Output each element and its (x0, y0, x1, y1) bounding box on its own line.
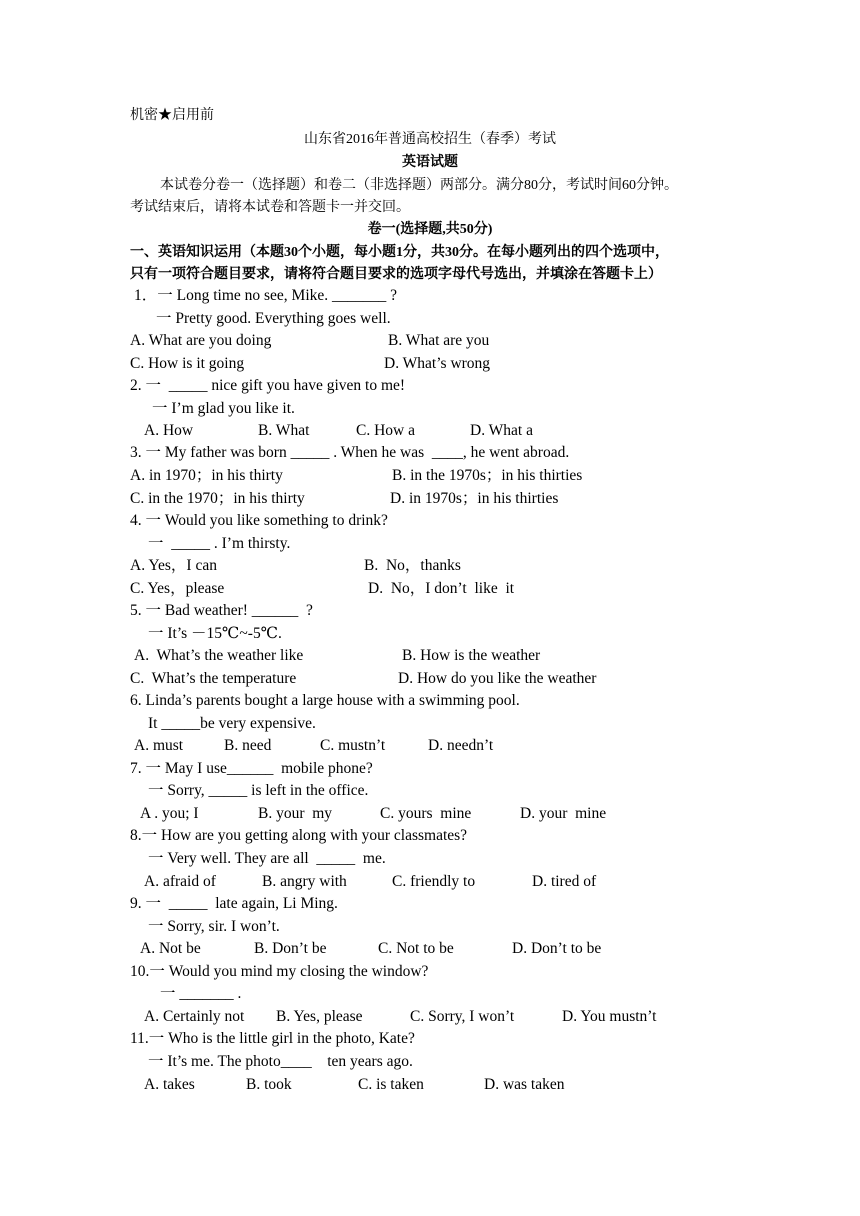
q11-option-d: D. was taken (484, 1076, 565, 1093)
q2-option-d: D. What a (470, 422, 533, 439)
q9-option-a: A. Not be (140, 940, 201, 957)
section1-instruction-1: 一、英语知识运用（本题30个小题，每小题1分，共30分。在每小题列出的四个选项中， (130, 245, 669, 260)
q5-option-a: A. What’s the weather like (134, 647, 304, 664)
q5-option-d: D. How do you like the weather (398, 670, 597, 687)
q7-option-b: B. your my (258, 805, 333, 822)
q6-option-a: A. must (134, 737, 184, 754)
q4-option-b: B. No，thanks (364, 557, 461, 574)
question-8-reply: 一 Very well. They are all _____ me. (148, 850, 386, 867)
q6-option-b: B. need (224, 737, 272, 754)
q6-option-c: C. mustn’t (320, 737, 386, 754)
q10-option-c: C. Sorry, I won’t (410, 1008, 515, 1025)
q3-option-d: D. in 1970s；in his thirties (390, 490, 559, 507)
question-4-reply: 一 _____ . I’m thirsty. (148, 535, 291, 552)
q8-option-c: C. friendly to (392, 873, 476, 890)
question-3: 3. 一 My father was born _____ . When he was ____, he went abroad. (130, 444, 570, 461)
question-11-reply: 一 It’s me. The photo____ ten years ago. (148, 1053, 413, 1070)
subject-title: 英语试题 (402, 155, 458, 170)
q8-option-a: A. afraid of (144, 873, 216, 890)
exam-title: 山东省2016年普通高校招生（春季）考试 (304, 132, 556, 147)
q5-option-b: B. How is the weather (402, 647, 541, 664)
q11-option-a: A. takes (144, 1076, 195, 1093)
question-1-reply: 一 Pretty good. Everything goes well. (156, 310, 391, 327)
question-10-reply: 一 _______ . (160, 985, 242, 1002)
question-9-reply: 一 Sorry, sir. I won’t. (148, 918, 280, 935)
question-8: 8.一 How are you getting along with your classmates? (130, 827, 468, 844)
q8-option-b: B. angry with (262, 873, 347, 890)
q7-option-c: C. yours mine (380, 805, 472, 822)
q8-option-d: D. tired of (532, 873, 597, 890)
q11-option-b: B. took (246, 1076, 292, 1093)
question-7: 7. 一 May I use______ mobile phone? (130, 760, 373, 777)
question-10: 10.一 Would you mind my closing the window? (130, 963, 429, 980)
question-5-reply: 一 It’s －15℃~-5℃. (148, 625, 282, 642)
q3-option-c: C. in the 1970；in his thirty (130, 490, 305, 507)
part1-title: 卷一(选择题,共50分) (367, 222, 493, 237)
q9-option-b: B. Don’t be (254, 940, 327, 957)
q7-option-d: D. your mine (520, 805, 607, 822)
question-2: 2. 一 _____ nice gift you have given to me! (130, 377, 406, 394)
q9-option-d: D. Don’t to be (512, 940, 602, 957)
q2-option-b: B. What (258, 422, 310, 439)
q4-option-c: C. Yes，please (130, 580, 225, 597)
intro-line-1: 本试卷分卷一（选择题）和卷二（非选择题）两部分。满分80分，考试时间60分钟。 (160, 178, 678, 193)
q10-option-b: B. Yes, please (276, 1008, 363, 1025)
q5-option-c: C. What’s the temperature (130, 670, 297, 687)
q1-option-c: C. How is it going (130, 355, 245, 372)
question-4: 4. 一 Would you like something to drink? (130, 512, 388, 529)
q2-option-a: A. How (144, 422, 194, 439)
q2-option-c: C. How a (356, 422, 415, 439)
question-2-reply: 一 I’m glad you like it. (152, 400, 295, 417)
q3-option-a: A. in 1970；in his thirty (130, 467, 283, 484)
q10-option-a: A. Certainly not (144, 1008, 245, 1025)
q1-option-a: A. What are you doing (130, 332, 272, 349)
q9-option-c: C. Not to be (378, 940, 454, 957)
q4-option-a: A. Yes，I can (130, 557, 217, 574)
q3-option-b: B. in the 1970s；in his thirties (392, 467, 583, 484)
q6-option-d: D. needn’t (428, 737, 494, 754)
intro-line-2: 考试结束后，请将本试卷和答题卡一并交回。 (130, 200, 410, 215)
question-9: 9. 一 _____ late again, Li Ming. (130, 895, 338, 912)
confidential-label: 机密★启用前 (130, 108, 214, 123)
q1-option-d: D. What’s wrong (384, 355, 491, 372)
q1-option-b: B. What are you (388, 332, 490, 349)
question-6-line-2: It _____be very expensive. (148, 715, 316, 732)
q4-option-d: D. No，I don’t like it (368, 580, 515, 597)
question-1: 1．一 Long time no see, Mike. _______ ? (134, 287, 398, 304)
q10-option-d: D. You mustn’t (562, 1008, 657, 1025)
q7-option-a: A . you; I (140, 805, 199, 822)
question-5: 5. 一 Bad weather! ______ ? (130, 602, 313, 619)
question-6: 6. Linda’s parents bought a large house with a swimming pool. (130, 692, 520, 709)
q11-option-c: C. is taken (358, 1076, 424, 1093)
question-11: 11.一 Who is the little girl in the photo, Kate? (130, 1030, 415, 1047)
question-7-reply: 一 Sorry, _____ is left in the office. (148, 782, 369, 799)
section1-instruction-2: 只有一项符合题目要求，请将符合题目要求的选项字母代号选出，并填涂在答题卡上） (130, 267, 662, 282)
